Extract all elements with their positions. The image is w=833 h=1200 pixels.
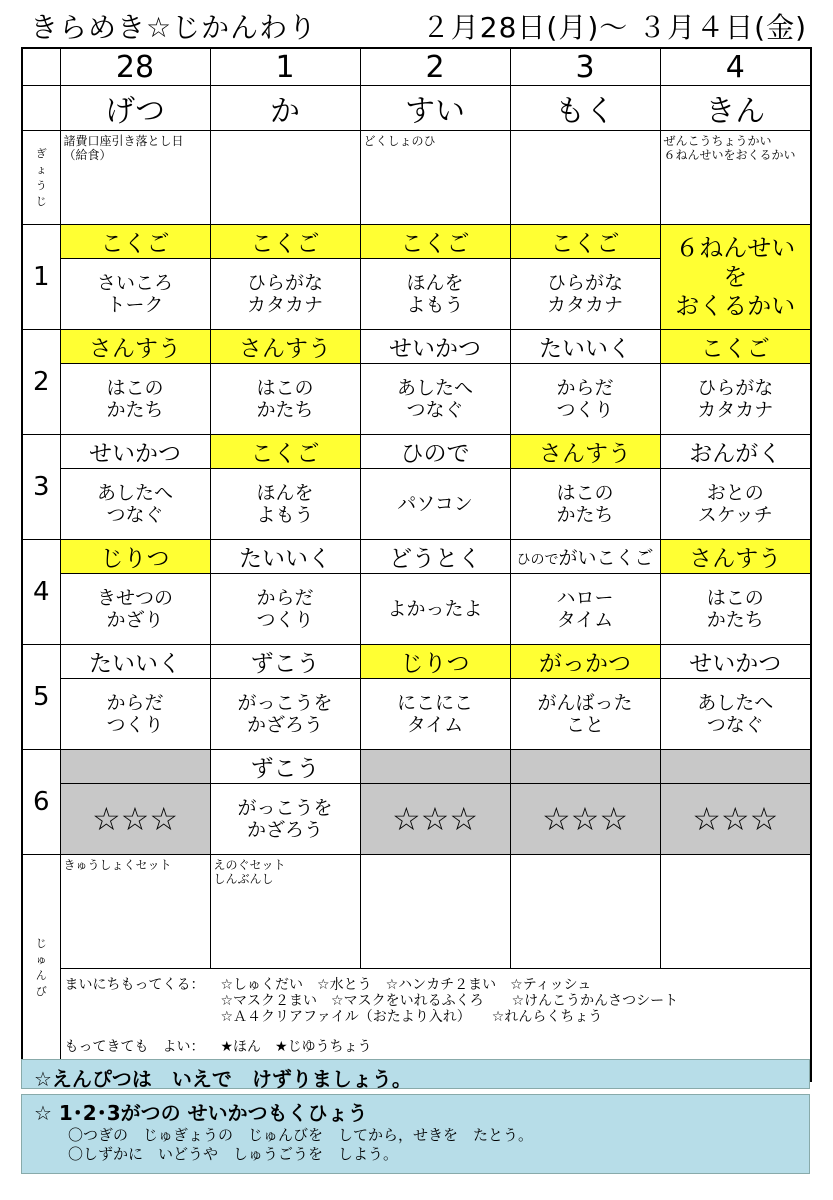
goals-title: ☆ 1･2･3がつの せいかつもくひょう [34,1101,368,1125]
optional-items [65,1039,807,1055]
subject-fri: おんがく [660,435,811,469]
subject-tue: ずこう [210,750,360,784]
vertical-char: ゅ [35,952,47,966]
optional-label: もってきても よい： [64,1039,205,1055]
period-6-label: 6 [22,750,60,855]
subject-fri [660,750,811,784]
prep-row [22,855,811,969]
subject-wed: ひので [360,435,510,469]
period-2-subject-row [22,330,811,364]
topic-wed: よかったよ [360,574,510,645]
date-thu: 3 [510,48,660,86]
topic-thu: からだ つくり [510,364,660,435]
event-fri: ぜんこうちょうかい ６ねんせいをおくるかい [660,131,811,225]
topic-wed: にこにこ タイム [360,679,510,750]
period-2-label: 2 [22,330,60,435]
topic-fri: おとの スケッチ [660,469,811,540]
page-header [30,6,813,46]
period-5-label: 5 [22,645,60,750]
events-row [22,131,811,225]
topic-fri: ひらがな カタカナ [660,364,811,435]
period-4-topic-row [22,574,811,645]
topic-fri: はこの かたち [660,574,811,645]
subject-wed: どうとく [360,540,510,574]
note-life-goals [21,1094,810,1174]
topic-mon: きせつの かざり [60,574,210,645]
daily-items [65,977,807,993]
subject-tue: こくご [210,225,360,259]
subject-mon: たいいく [60,645,210,679]
subject-thu: こくご [510,225,660,259]
subject-wed: じりつ [360,645,510,679]
prep-tue: えのぐセット しんぶんし [210,855,360,969]
subject-thu: さんすう [510,435,660,469]
gyouji-vertical-text [23,146,60,210]
period-3-topic-row [22,469,811,540]
topic-tue: がっこうを かざろう [210,784,360,855]
daily-line-2: ☆マスク２まい ☆マスクをいれるふくろ ☆けんこうかんさつシート [220,993,679,1009]
topic-thu: がんばった こと [510,679,660,750]
period-3-subject-row [22,435,811,469]
event-thu [510,131,660,225]
event-mon: 諸費口座引き落とし日 （給食） [60,131,210,225]
event-wed: どくしょのひ [360,131,510,225]
period-3-label: 3 [22,435,60,540]
date-mon: 28 [60,48,210,86]
optional-line: ★ほん ★じゆうちょう [220,1039,372,1055]
prep-wed [360,855,510,969]
spacer [65,993,221,1009]
note-sharpen-pencils: ☆えんぴつは いえで けずりましょう。 [21,1059,810,1089]
period-1-label: 1 [22,225,60,330]
date-range: ２月28日(月)～ ３月４日(金) [421,11,807,44]
day-tue: か [210,86,360,131]
spacer [65,1025,807,1039]
topic-fri: ☆☆☆ [660,784,811,855]
topic-tue: がっこうを かざろう [210,679,360,750]
vertical-char: じ [35,194,47,208]
topic-wed: ほんを よもう [360,259,510,330]
page-title: きらめき☆じかんわり [30,11,318,44]
subject-mon: さんすう [60,330,210,364]
subject-wed: こくご [360,225,510,259]
day-fri: きん [660,86,811,131]
vertical-char: ょ [35,162,47,176]
subject-tue: たいいく [210,540,360,574]
period-6-subject-row [22,750,811,784]
period-4-label: 4 [22,540,60,645]
topic-tue: からだ つくり [210,574,360,645]
subject-fri: こくご [660,330,811,364]
vertical-char: び [35,984,47,998]
subject-tue: さんすう [210,330,360,364]
topic-thu: ハロー タイム [510,574,660,645]
vertical-char: ん [35,968,47,982]
subject-wed [360,750,510,784]
date-tue: 1 [210,48,360,86]
junbi-label [22,855,60,1082]
period-6-topic-row [22,784,811,855]
subject-tue: ずこう [210,645,360,679]
goal-line-2: 〇しずかに いどうや しゅうごうを しよう。 [68,1145,399,1163]
topic-fri: あしたへ つなぐ [660,679,811,750]
subject-thu: たいいく [510,330,660,364]
topic-wed: パソコン [360,469,510,540]
period-2-topic-row [22,364,811,435]
subject-wed: せいかつ [360,330,510,364]
prep-fri [660,855,811,969]
timetable [21,47,812,1082]
gyouji-label [22,131,60,225]
date-wed: 2 [360,48,510,86]
daily-items-cont [65,1009,807,1025]
vertical-char: ぎ [35,146,47,160]
topic-mon: あしたへ つなぐ [60,469,210,540]
topic-tue: はこの かたち [210,364,360,435]
day-thu: もく [510,86,660,131]
subject-thu [510,750,660,784]
topic-tue: ひらがな カタカナ [210,259,360,330]
topic-mon: はこの かたち [60,364,210,435]
topic-mon: ☆☆☆ [60,784,210,855]
daily-items-cont [65,993,807,1009]
goal-line-1: 〇つぎの じゅぎょうの じゅんびを してから，せきを たとう。 [68,1126,534,1144]
period-4-subject-row [22,540,811,574]
junbi-vertical-text [23,936,60,1000]
merged-event-fri: ６ねんせい を おくるかい [660,225,811,330]
date-row [22,48,811,86]
topic-tue: ほんを よもう [210,469,360,540]
subject-mon: せいかつ [60,435,210,469]
topic-mon: からだ つくり [60,679,210,750]
prep-mon: きゅうしょくセット [60,855,210,969]
vertical-char: う [35,178,47,192]
period-5-subject-row [22,645,811,679]
topic-wed: あしたへ つなぐ [360,364,510,435]
daily-line-1: ☆しゅくだい ☆水とう ☆ハンカチ２まい ☆ティッシュ [220,977,592,993]
subject-thu-small: ひので [516,552,559,568]
weekday-row [22,86,811,131]
topic-thu: ひらがな カタカナ [510,259,660,330]
daily-label: まいにちもってくる： [64,977,205,993]
topic-thu: ☆☆☆ [510,784,660,855]
spacer [65,1009,221,1025]
subject-mon: こくご [60,225,210,259]
subject-thu: がっかつ [510,645,660,679]
day-mon: げつ [60,86,210,131]
topic-wed: ☆☆☆ [360,784,510,855]
daily-line-3: ☆Ａ４クリアファイル（おたより入れ） ☆れんらくちょう [220,1009,603,1025]
subject-tue: こくご [210,435,360,469]
subject-fri: さんすう [660,540,811,574]
subject-fri: せいかつ [660,645,811,679]
date-fri: 4 [660,48,811,86]
period-1-subject-row [22,225,811,259]
event-tue [210,131,360,225]
corner-cell [22,48,60,86]
subject-thu-main: がいこくご [558,547,654,569]
subject-thu [510,540,660,574]
topic-thu: はこの かたち [510,469,660,540]
day-wed: すい [360,86,510,131]
vertical-char: じ [35,936,47,950]
subject-mon [60,750,210,784]
period-5-topic-row [22,679,811,750]
subject-mon: じりつ [60,540,210,574]
prep-thu [510,855,660,969]
corner-cell [22,86,60,131]
topic-mon: さいころ トーク [60,259,210,330]
